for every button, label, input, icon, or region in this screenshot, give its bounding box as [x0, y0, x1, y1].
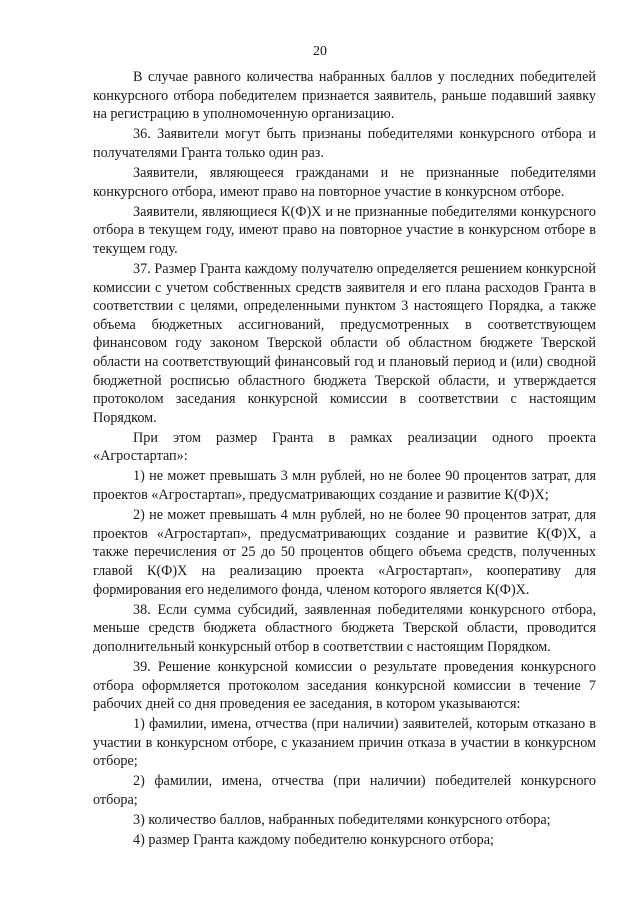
page-number: 20 — [313, 44, 327, 59]
list-item: 4) размер Гранта каждому победителю конкурсного отбора; — [133, 832, 494, 849]
paragraph: 38. Если сумма субсидий, заявленная победителями конкурсного отбора, меньше средств бюджета областного бюджета Тверской области, проводится дополнительный конкурсный отбор в соответствии с настоящим Порядком. — [93, 601, 596, 655]
list-item: 3) количество баллов, набранных победителями конкурсного отбора; — [133, 812, 551, 829]
document-body — [93, 68, 596, 850]
list-item: 1) фамилии, имена, отчества (при наличии) заявителей, которым отказано в участии в конкурсном отборе, с указанием причин отказа в участии в конкурсном отборе; — [93, 716, 596, 770]
paragraph: 36. Заявители могут быть признаны победителями конкурсного отбора и получателями Гранта только один раз. — [93, 126, 596, 161]
paragraph: Заявители, являющееся гражданами и не признанные победителями конкурсного отбора, имеют право на повторное участие в конкурсном отборе. — [93, 164, 596, 200]
paragraph: В случае равного количества набранных баллов у последних победителей конкурсного отбора победителем признается заявитель, раньше подавший заявку на регистрацию в уполномоченную организацию. — [93, 69, 596, 123]
list-item: 2) не может превышать 4 млн рублей, но не более 90 процентов затрат, для проектов «Агростартап», предусматривающих создание и развитие К(Ф)Х, а также перечисления от 25 до 50 процентов общего объема средств, полученных главой К(Ф)Х на реализацию проекта «Агростартап», кооперативу для формирования его неделимого фонда, членом которого является К(Ф)Х. — [93, 507, 596, 598]
paragraph: 39. Решение конкурсной комиссии о результате проведения конкурсного отбора оформляется протоколом заседания конкурсной комиссии в течение 7 рабочих дней со дня проведения ее заседания, в котором указываются: — [93, 658, 596, 713]
paragraph: 37. Размер Гранта каждому получателю определяется решением конкурсной комиссии с учетом собственных средств заявителя и его плана расходов Гранта в соответствии с целями, определенными пунктом 3 настоящего Порядка, а также объема бюджетных ассигнований, предусмотренных в соответствующем финансовом году законом Тверской области об областном бюджете Тверской области на соответствующий финансовый год и плановый период и (или) сводной бюджетной росписью областного бюджета Тверской области, и утверждается протоколом заседания конкурсной комиссии в соответствии с настоящим Порядком. — [93, 260, 596, 426]
list-item: 1) не может превышать 3 млн рублей, но не более 90 процентов затрат, для проектов «Агростартап», предусматривающих создание и развитие К(Ф)Х; — [93, 468, 596, 504]
paragraph: Заявители, являющиеся К(Ф)Х и не признанные победителями конкурсного отбора в текущем году, имеют право на повторное участие в конкурсном отборе в текущем году. — [93, 203, 596, 257]
paragraph: При этом размер Гранта в рамках реализации одного проекта «Агростартап»: — [93, 429, 596, 465]
list-item: 2) фамилии, имена, отчества (при наличии) победителей конкурсного отбора; — [93, 773, 596, 809]
